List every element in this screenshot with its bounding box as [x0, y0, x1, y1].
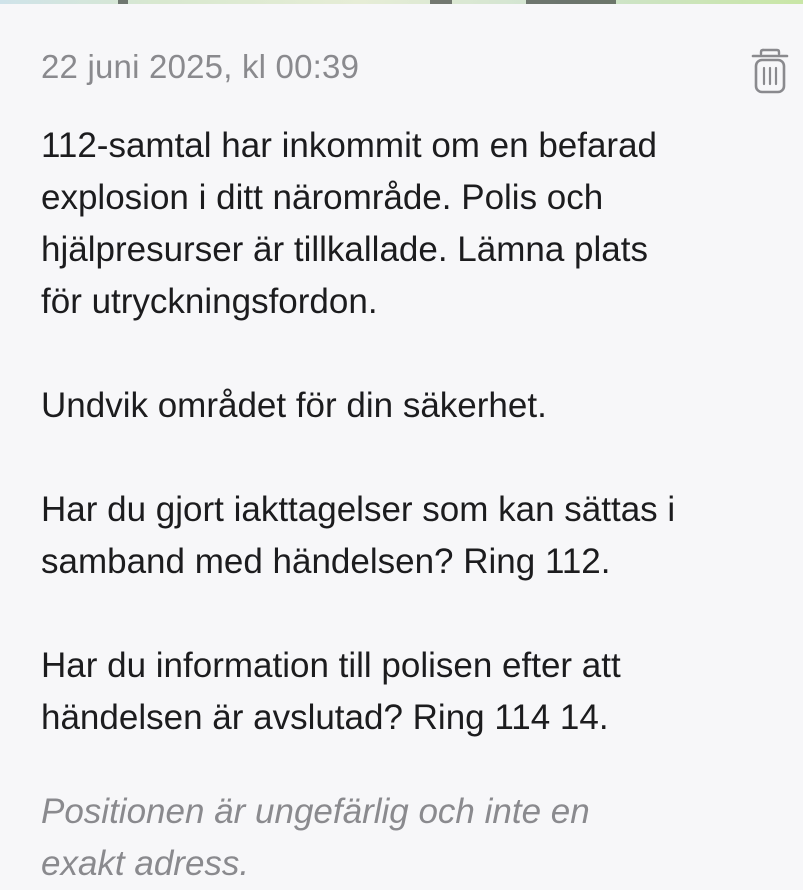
message-paragraph: 112-samtal har inkommit om en befarad explosion i ditt närområde. Polis och hjälpresurser är tillkallade. Lämna plats för utryckningsfordon. — [41, 126, 658, 321]
alert-card — [0, 4, 803, 886]
delete-button[interactable] — [748, 44, 792, 96]
position-disclaimer: Positionen är ungefärlig och inte en exakt adress. — [41, 792, 590, 883]
trash-icon — [748, 44, 792, 96]
alert-timestamp: 22 juni 2025, kl 00:39 — [41, 48, 360, 85]
message-paragraph: Undvik området för din säkerhet. — [41, 386, 547, 425]
message-paragraph: Har du gjort iakttagelser som kan sättas i samband med händelsen? Ring 112. — [41, 490, 676, 581]
message-paragraph: Har du information till polisen efter att händelsen är avslutad? Ring 114 14. — [41, 646, 621, 737]
alert-message — [41, 120, 781, 744]
